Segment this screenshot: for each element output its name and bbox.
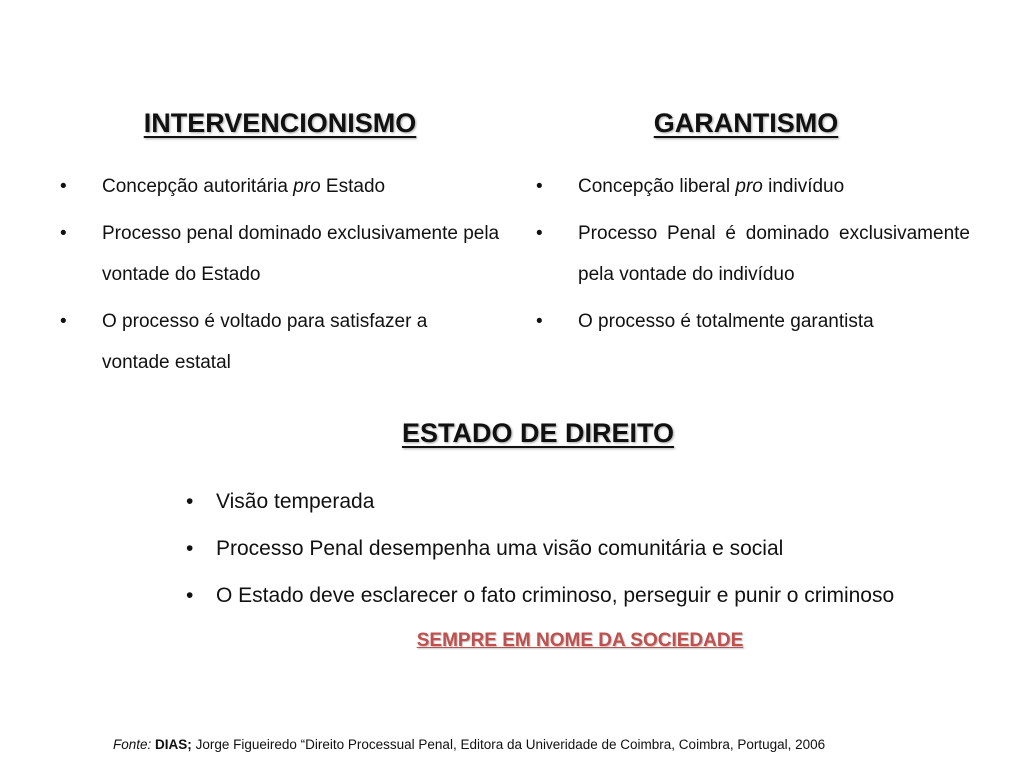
emphasis-text: SEMPRE EM NOME DA SOCIEDADE xyxy=(416,630,744,651)
list-item: • Processo Penal desempenha uma visão comunitária e social xyxy=(186,530,986,567)
list-item: • O Estado deve esclarecer o fato criminoso, perseguir e punir o criminoso xyxy=(186,577,986,614)
list-item: • Processo penal dominado exclusivamente pela vontade do Estado xyxy=(60,213,500,295)
left-bullet-list xyxy=(60,166,500,389)
list-item: • O processo é voltado para satisfazer a vontade estatal xyxy=(60,301,500,383)
list-item: • Processo Penal é dominado exclusivamente pela vontade do indivíduo xyxy=(536,213,970,295)
right-bullet-list xyxy=(536,166,970,348)
right-column-title: GARANTISMO xyxy=(653,108,839,138)
source-text: Jorge Figueiredo “Direito Processual Penal, Editora da Univeridade de Coimbra, Coimbra, Portugal, 2006 xyxy=(195,737,826,752)
list-item: • O processo é totalmente garantista xyxy=(536,301,970,342)
center-bullet-list xyxy=(186,483,986,624)
list-item: • Concepção liberal pro indivíduo xyxy=(536,166,970,207)
list-item: • Visão temperada xyxy=(186,483,986,520)
source-citation xyxy=(113,737,825,752)
source-author: DIAS; xyxy=(155,737,192,752)
source-label: Fonte: xyxy=(113,737,152,752)
list-item: • Concepção autoritária pro Estado xyxy=(60,166,500,207)
center-section-title: ESTADO DE DIREITO xyxy=(401,418,675,448)
left-column-title: INTERVENCIONISMO xyxy=(143,108,417,138)
